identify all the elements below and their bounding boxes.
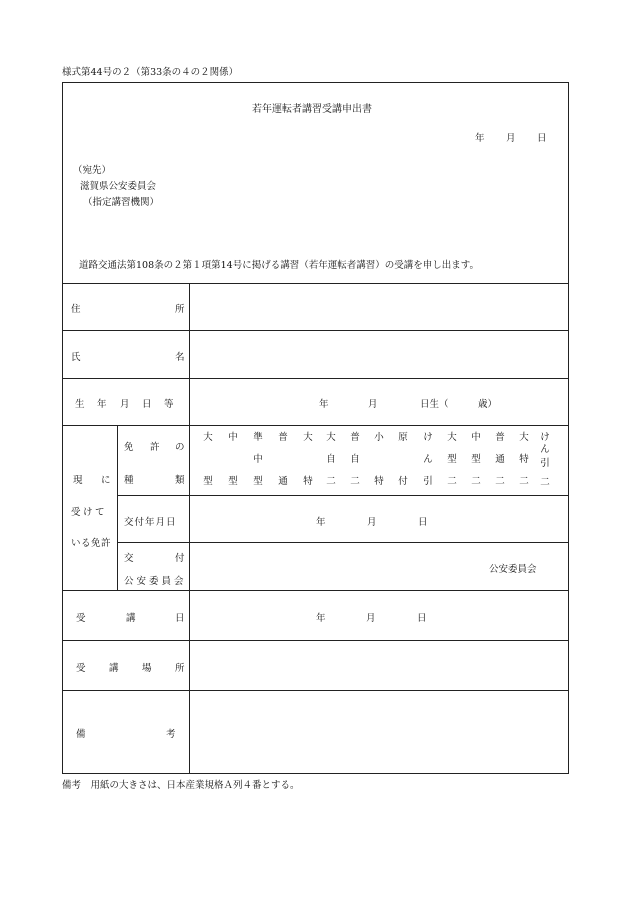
birth-month: 月 xyxy=(368,399,378,410)
license-type-char: 小 xyxy=(374,432,384,443)
license-type-char xyxy=(227,455,239,467)
birth-year: 年 xyxy=(319,399,329,410)
form-title: 若年運転者講習受講申出書 xyxy=(252,104,372,115)
license-type-large-motorcycle[interactable] xyxy=(325,433,337,489)
license-type-char: ん xyxy=(423,454,433,465)
license-type-char: 通 xyxy=(495,454,505,465)
license-type-char: 型 xyxy=(471,454,481,465)
issuer-label-char: 付 xyxy=(175,553,185,564)
license-type-char: 大 xyxy=(519,432,529,443)
license-type-large[interactable] xyxy=(202,433,214,489)
license-type-char: 準 xyxy=(253,432,263,443)
license-type-char xyxy=(373,455,385,467)
issuer-label-line2: 公安委員会 xyxy=(124,576,187,587)
license-type-char: 型 xyxy=(447,454,457,465)
issue-date-month: 月 xyxy=(367,517,377,528)
divider xyxy=(117,425,118,590)
license-type-char xyxy=(202,455,214,467)
birth-label-char: 日 xyxy=(142,399,152,410)
course-place-field[interactable] xyxy=(190,641,568,689)
divider xyxy=(62,590,569,591)
license-type-char: 二 xyxy=(540,477,550,488)
course-date-month: 月 xyxy=(366,613,376,624)
license-type-char: 大 xyxy=(447,432,457,443)
license-type-char: 類 xyxy=(175,475,185,486)
license-type-char: 普 xyxy=(350,432,360,443)
course-place-char: 場 xyxy=(142,663,152,674)
license-type-char: 普 xyxy=(495,432,505,443)
address-field[interactable] xyxy=(190,284,568,329)
name-label-right: 名 xyxy=(175,352,185,363)
license-type-large-special-2[interactable] xyxy=(518,433,530,489)
issuer-value: 公安委員会 xyxy=(489,564,537,575)
license-type-towing-2[interactable] xyxy=(539,433,551,490)
license-type-char: 中 xyxy=(253,454,263,465)
address-label-right: 所 xyxy=(175,304,185,315)
license-type-char: 特 xyxy=(374,476,384,487)
license-type-char: 原 xyxy=(398,432,408,443)
issuer-label-char: 交 xyxy=(124,553,134,564)
license-type-char: 特 xyxy=(303,476,313,487)
license-type-char: 二 xyxy=(495,476,505,487)
license-type-char: 免 xyxy=(124,442,134,453)
course-date-char: 講 xyxy=(126,613,136,624)
divider xyxy=(117,542,569,543)
date-year: 年 xyxy=(475,133,485,144)
license-type-char: 型 xyxy=(253,476,263,487)
birth-age: 歳） xyxy=(478,399,498,410)
license-type-char: 普 xyxy=(278,432,288,443)
addressee-label: （宛先） xyxy=(73,165,112,176)
license-type-char: 大 xyxy=(326,432,336,443)
license-group-char: に xyxy=(101,475,111,486)
license-group-char: る xyxy=(81,538,91,549)
license-type-char: 引 xyxy=(423,476,433,487)
license-group-char: 許 xyxy=(101,538,111,549)
license-type-regular-2[interactable] xyxy=(494,433,506,489)
license-type-char: 大 xyxy=(303,432,313,443)
divider xyxy=(62,378,569,379)
license-type-char: 二 xyxy=(326,476,336,487)
license-type-towing[interactable] xyxy=(422,433,434,489)
footnote: 備考 用紙の大きさは、日本産業規格Ａ列４番とする。 xyxy=(62,780,300,791)
license-type-char: 許 xyxy=(150,442,160,453)
license-type-medium-2[interactable] xyxy=(470,433,482,489)
license-type-char: 中 xyxy=(228,432,238,443)
license-type-char: の xyxy=(175,442,185,453)
license-type-char xyxy=(302,455,314,467)
license-type-large-2[interactable] xyxy=(446,433,458,489)
course-date-char: 受 xyxy=(76,613,86,624)
license-type-char: 大 xyxy=(203,432,213,443)
license-type-regular[interactable] xyxy=(277,433,289,489)
divider xyxy=(62,425,569,426)
license-group-char: 現 xyxy=(73,475,83,486)
license-type-char: 二 xyxy=(471,476,481,487)
addressee-designated: （指定講習機関） xyxy=(83,197,160,208)
date-month: 月 xyxy=(506,133,516,144)
license-type-char: 種 xyxy=(124,475,134,486)
birth-day: 日生（ xyxy=(420,399,449,410)
license-type-char: ん xyxy=(540,444,550,455)
license-type-char: 付 xyxy=(398,476,408,487)
license-type-char: 引 xyxy=(540,458,550,469)
license-group-char: て xyxy=(95,507,105,518)
license-type-char: 型 xyxy=(228,476,238,487)
license-type-semi-medium[interactable] xyxy=(252,433,264,489)
remarks-field[interactable] xyxy=(190,691,568,773)
license-type-regular-motorcycle[interactable] xyxy=(349,433,361,489)
course-place-char: 講 xyxy=(109,663,119,674)
license-type-char: 二 xyxy=(519,476,529,487)
course-date-day: 日 xyxy=(417,613,427,624)
declaration-text: 道路交通法第108条の２第１項第14号に掲げる講習（若年運転者講習）の受講を申し出ます。 xyxy=(79,260,479,271)
address-label-left: 住 xyxy=(71,304,81,315)
license-type-char: 自 xyxy=(326,454,336,465)
course-place-char: 受 xyxy=(76,663,86,674)
license-type-char xyxy=(397,455,409,467)
issue-date-day: 日 xyxy=(418,517,428,528)
license-type-char: 二 xyxy=(447,476,457,487)
license-group-char: 免 xyxy=(91,538,101,549)
license-type-char: 型 xyxy=(203,476,213,487)
course-date-char: 日 xyxy=(175,613,185,624)
license-group-char: け xyxy=(83,507,93,518)
license-type-small-special[interactable] xyxy=(373,433,385,489)
date-day: 日 xyxy=(537,133,547,144)
license-type-large-special[interactable] xyxy=(302,433,314,489)
license-group-char: 受 xyxy=(71,507,81,518)
birth-label-char: 年 xyxy=(97,399,107,410)
remarks-label-left: 備 xyxy=(76,729,86,740)
divider xyxy=(117,495,569,496)
remarks-label-right: 考 xyxy=(166,729,176,740)
license-type-char: 二 xyxy=(350,476,360,487)
license-type-char: け xyxy=(423,432,433,443)
name-field[interactable] xyxy=(190,331,568,377)
license-type-char: 通 xyxy=(278,476,288,487)
name-label-left: 氏 xyxy=(71,352,81,363)
form-number: 様式第44号の２（第33条の４の２関係） xyxy=(62,67,239,78)
birth-label-char: 生 xyxy=(75,399,85,410)
birth-label-char: 等 xyxy=(164,399,174,410)
license-type-char: 特 xyxy=(519,454,529,465)
license-type-char: け xyxy=(540,432,550,443)
license-type-moped[interactable] xyxy=(397,433,409,489)
issue-date-label: 交付年月日 xyxy=(124,517,177,528)
license-type-medium[interactable] xyxy=(227,433,239,489)
license-group-char: い xyxy=(71,538,81,549)
addressee-commission: 滋賀県公安委員会 xyxy=(80,181,157,192)
course-date-year: 年 xyxy=(316,613,326,624)
license-type-char xyxy=(277,455,289,467)
birth-label-char: 月 xyxy=(120,399,130,410)
license-type-char: 自 xyxy=(350,454,360,465)
issue-date-year: 年 xyxy=(316,517,326,528)
license-type-char: 中 xyxy=(471,432,481,443)
course-place-char: 所 xyxy=(175,663,185,674)
